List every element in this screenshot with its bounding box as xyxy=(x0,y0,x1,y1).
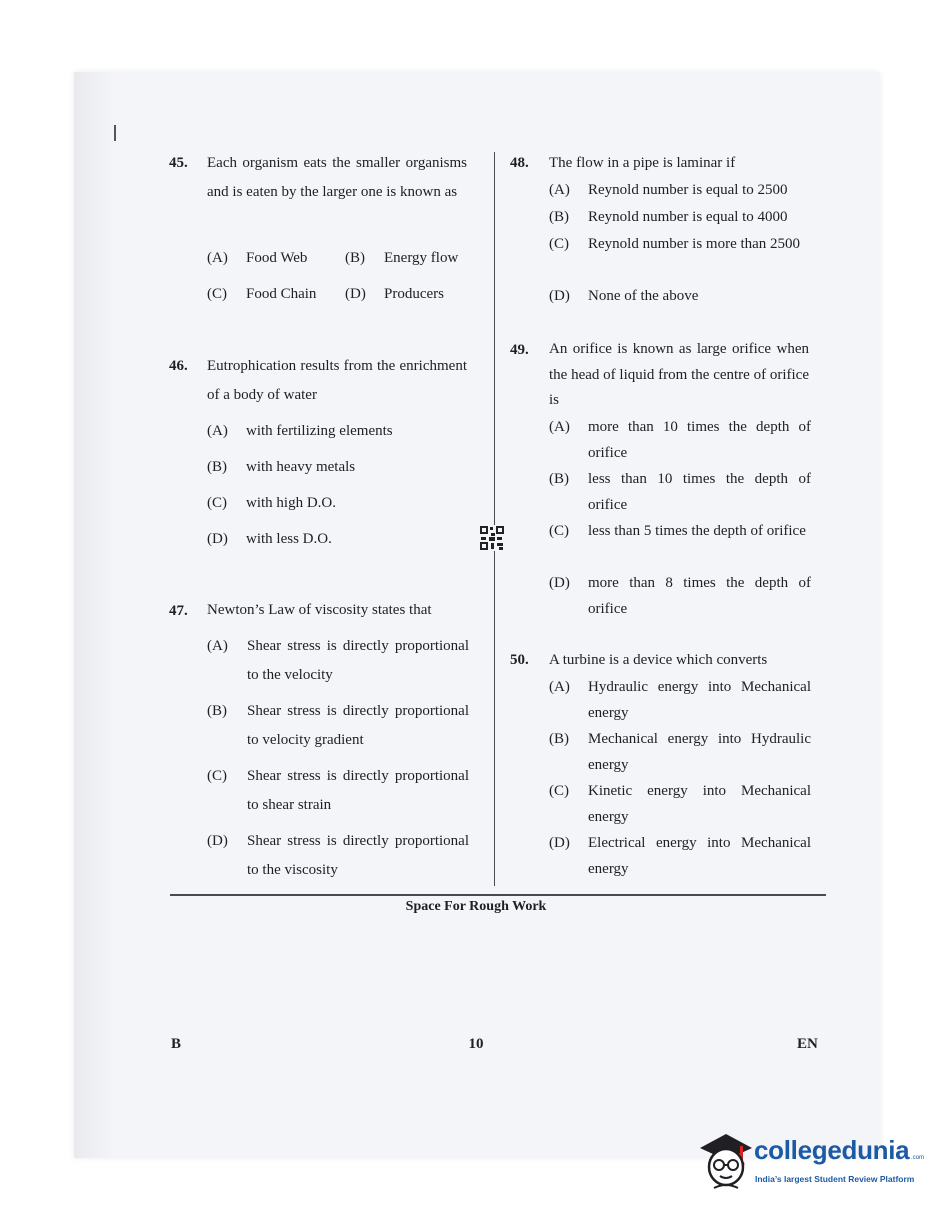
option-label: (C) xyxy=(549,783,569,799)
option-label: (C) xyxy=(549,523,569,539)
option xyxy=(549,674,811,726)
option-text: with heavy metals xyxy=(246,459,356,475)
margin-mark xyxy=(114,125,116,141)
option-text: Energy flow xyxy=(384,250,459,266)
watermark-domain: .com xyxy=(911,1155,925,1161)
question-number: 49. xyxy=(510,342,529,358)
option-label: (C) xyxy=(207,495,227,511)
question-number: 46. xyxy=(169,358,188,374)
option-label: (B) xyxy=(345,250,365,266)
option xyxy=(207,632,469,690)
question-text: Eutrophication results from the enrichment of a body of water xyxy=(207,358,467,403)
option xyxy=(549,204,811,230)
option-text: Shear stress is directly proportional to the velocity xyxy=(247,638,469,683)
option-text: Hydraulic energy into Mechanical energy xyxy=(588,679,811,721)
watermark-tagline: India’s largest Student Review Platform xyxy=(755,1174,915,1184)
option-text: Producers xyxy=(384,286,444,302)
option-text: Mechanical energy into Hydraulic energy xyxy=(588,731,811,773)
option-text: Reynold number is more than 2500 xyxy=(588,236,801,252)
option-text: with high D.O. xyxy=(246,495,336,511)
option xyxy=(549,177,811,203)
option-label: (C) xyxy=(207,768,227,784)
option-label: (B) xyxy=(207,703,227,719)
option-label: (B) xyxy=(549,209,569,225)
column-divider xyxy=(494,152,495,886)
option-text: Kinetic energy into Mechanical energy xyxy=(588,783,811,825)
option-text: Shear stress is directly proportional to velocity gradient xyxy=(247,703,469,748)
option xyxy=(549,518,811,544)
option xyxy=(549,778,811,830)
option-text: with less D.O. xyxy=(246,531,332,547)
option-text: with fertilizing elements xyxy=(246,423,393,439)
option-text: Shear stress is directly proportional to the viscosity xyxy=(247,833,469,878)
question-text: Each organism eats the smaller organisms and is eaten by the larger one is known as xyxy=(207,155,467,200)
question-text: The flow in a pipe is laminar if xyxy=(549,155,736,171)
option xyxy=(549,283,811,309)
question-number: 48. xyxy=(510,155,529,171)
option-text: Food Web xyxy=(246,250,308,266)
option-label: (D) xyxy=(345,286,366,302)
option-label: (D) xyxy=(549,575,570,591)
language-code: EN xyxy=(797,1036,818,1052)
question-text: An orifice is known as large orifice when the head of liquid from the centre of orifice is xyxy=(549,341,809,408)
option xyxy=(549,830,811,882)
option-label: (D) xyxy=(207,833,228,849)
option xyxy=(207,697,469,755)
option-label: (A) xyxy=(549,182,570,198)
question-number: 47. xyxy=(169,603,188,619)
option xyxy=(549,570,811,622)
rough-work-rule xyxy=(170,894,826,896)
option-label: (C) xyxy=(207,286,227,302)
option-label: (A) xyxy=(549,679,570,695)
option-label: (C) xyxy=(549,236,569,252)
option-label: (D) xyxy=(549,288,570,304)
option-label: (B) xyxy=(549,471,569,487)
option-text: Food Chain xyxy=(246,286,317,302)
option-text: more than 8 times the depth of orifice xyxy=(588,575,811,617)
option-text: Reynold number is equal to 4000 xyxy=(588,209,788,225)
question-text: A turbine is a device which converts xyxy=(549,652,768,668)
option-label: (D) xyxy=(549,835,570,851)
watermark-brand: collegedunia xyxy=(754,1135,910,1165)
series-code: B xyxy=(171,1036,182,1052)
option-label: (D) xyxy=(207,531,228,547)
option-text: less than 10 times the depth of orifice xyxy=(588,471,811,513)
option-label: (A) xyxy=(207,250,228,266)
option-text: Electrical energy into Mechanical energy xyxy=(588,835,811,877)
qr-code-icon xyxy=(479,525,505,551)
option xyxy=(207,827,469,885)
question-text: Newton’s Law of viscosity states that xyxy=(207,602,432,618)
question-number: 45. xyxy=(169,155,188,171)
page-number: 10 xyxy=(468,1036,484,1052)
option xyxy=(207,762,469,820)
option-text: Reynold number is equal to 2500 xyxy=(588,182,788,198)
option xyxy=(549,726,811,778)
option-text: Shear stress is directly proportional to shear strain xyxy=(247,768,469,813)
option-text: None of the above xyxy=(588,288,699,304)
option xyxy=(549,414,811,466)
option-label: (A) xyxy=(207,638,228,654)
option xyxy=(549,466,811,518)
question-number: 50. xyxy=(510,652,529,668)
option xyxy=(549,231,811,257)
option-label: (B) xyxy=(207,459,227,475)
rough-work-label: Space For Rough Work xyxy=(405,899,547,914)
option-label: (A) xyxy=(549,419,570,435)
option-label: (B) xyxy=(549,731,569,747)
option-label: (A) xyxy=(207,423,228,439)
option-text: less than 5 times the depth of orifice xyxy=(588,523,806,539)
option-text: more than 10 times the depth of orifice xyxy=(588,419,811,461)
